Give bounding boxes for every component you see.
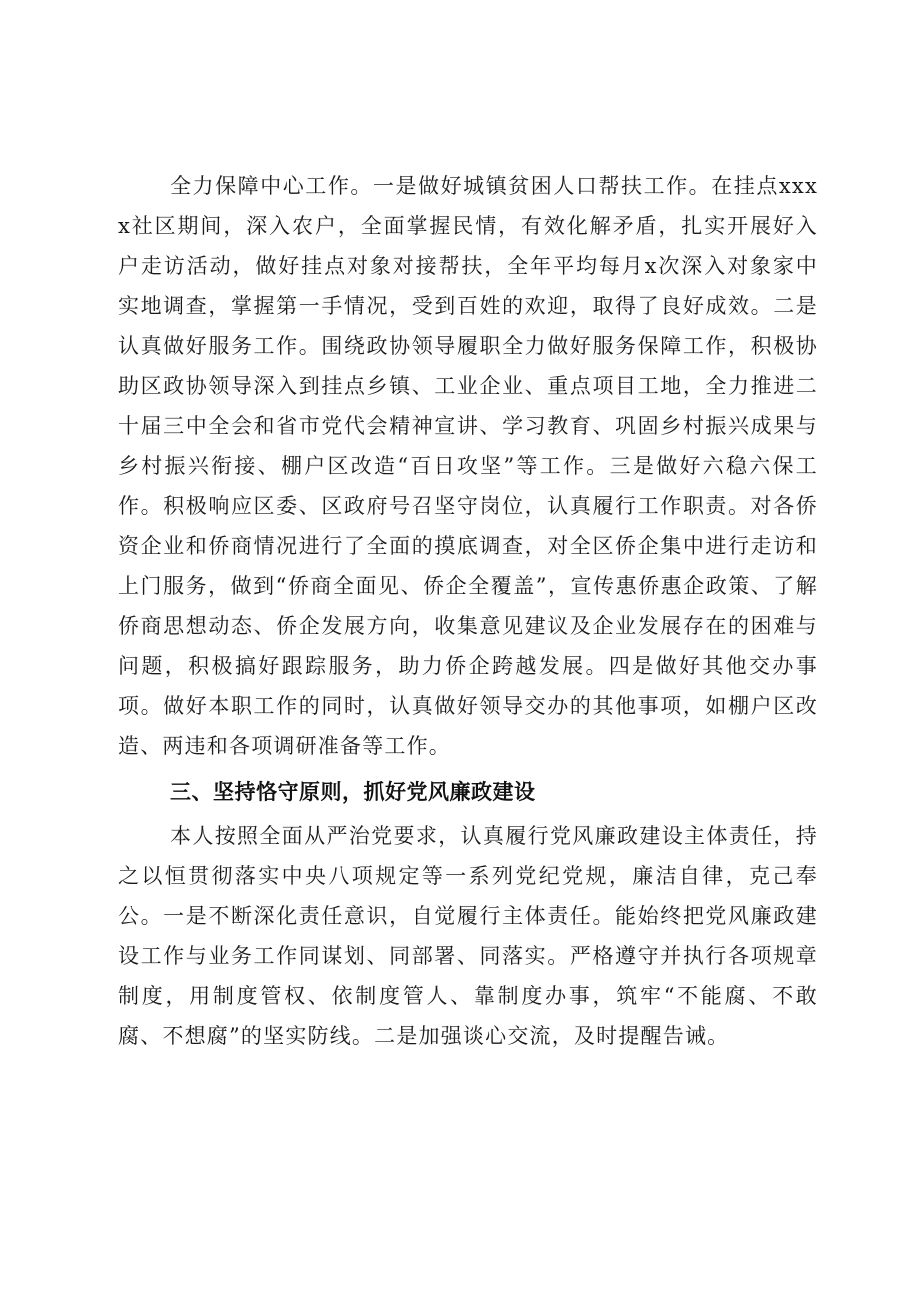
paragraph-integrity: 本人按照全面从严治党要求，认真履行党风廉政建设主体责任，持之以恒贯彻落实中央八项规定等一系列党纪党规，廉洁自律，克己奉公。一是不断深化责任意识，自觉履行主体责任。能始终把党风廉政建设工作与业务工作同谋划、同部署、同落实。严格遵守并执行各项规章制度，用制度管权、依制度管人、靠制度办事，筑牢“不能腐、不敢腐、不想腐”的坚实防线。二是加强谈心交流，及时提醒告诫。 <box>118 824 818 1048</box>
paragraph-central-work: 全力保障中心工作。一是做好城镇贫困人口帮扶工作。在挂点xxxx社区期间，深入农户，全面掌握民情，有效化解矛盾，扎实开展好入户走访活动，做好挂点对象对接帮扶，全年平均每月x次深入对象家中实地调查，掌握第一手情况，受到百姓的欢迎，取得了良好成效。二是认真做好服务工作。围绕政协领导履职全力做好服务保障工作，积极协助区政协领导深入到挂点乡镇、工业企业、重点项目工地，全力推进二十届三中全会和省市党代会精神宣讲、学习教育、巩固乡村振兴成果与乡村振兴衔接、棚户区改造“百日攻坚”等工作。三是做好六稳六保工作。积极响应区委、区政府号召坚守岗位，认真履行工作职责。对各侨资企业和侨商情况进行了全面的摸底调查，对全区侨企集中进行走访和上门服务，做到“侨商全面见、侨企全覆盖”，宣传惠侨惠企政策、了解侨商思想动态、侨企发展方向，收集意见建议及企业发展存在的困难与问题，积极搞好跟踪服务，助力侨企跨越发展。四是做好其他交办事项。做好本职工作的同时，认真做好领导交办的其他事项，如棚户区改造、两违和各项调研准备等工作。 <box>118 174 818 758</box>
section-heading: 三、坚持恪守原则，抓好党风廉政建设 <box>170 780 536 804</box>
document-body <box>118 166 818 1056</box>
